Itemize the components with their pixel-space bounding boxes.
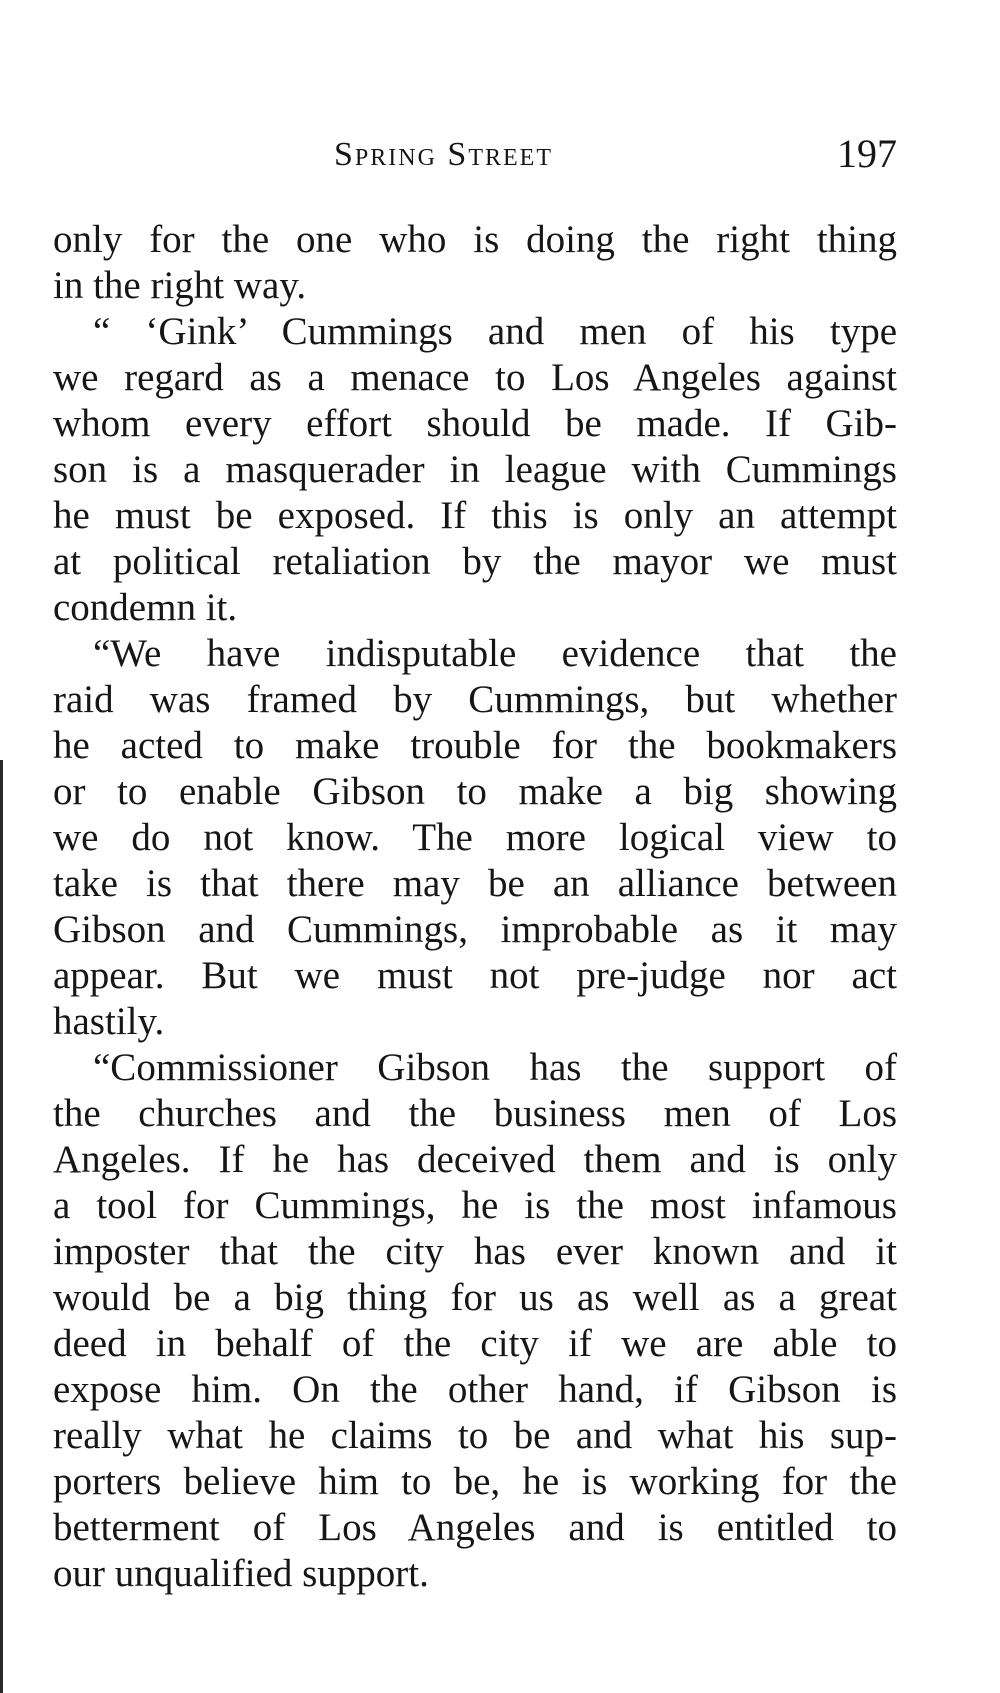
text-line: really what he claims to be and what his sup-	[53, 1414, 897, 1457]
text-line: he acted to make trouble for the bookmakers	[53, 724, 897, 767]
text-line: take is that there may be an alliance between	[53, 862, 897, 905]
text-line: at political retaliation by the mayor we must	[53, 540, 897, 583]
text-line: “We have indisputable evidence that the	[93, 632, 897, 675]
text-line: deed in behalf of the city if we are able to	[53, 1322, 897, 1365]
text-line: son is a masquerader in league with Cummings	[53, 448, 897, 491]
text-line: in the right way.	[53, 264, 307, 307]
text-line: expose him. On the other hand, if Gibson is	[53, 1368, 897, 1411]
text-line: “Commissioner Gibson has the support of	[93, 1046, 897, 1089]
text-line: whom every effort should be made. If Gib-	[53, 402, 897, 445]
text-line: condemn it.	[53, 586, 238, 629]
running-title: Spring Street	[334, 136, 553, 173]
text-line: imposter that the city has ever known and it	[53, 1230, 897, 1273]
text-line: would be a big thing for us as well as a great	[53, 1276, 897, 1319]
text-line: we do not know. The more logical view to	[53, 816, 897, 859]
page-edge-shadow	[0, 760, 3, 1693]
text-line: appear. But we must not pre-judge nor act	[53, 954, 897, 997]
page-number: 197	[837, 131, 897, 176]
text-line: he must be exposed. If this is only an attempt	[53, 494, 897, 537]
text-line: a tool for Cummings, he is the most infamous	[53, 1184, 897, 1227]
text-line: porters believe him to be, he is working for the	[53, 1460, 897, 1503]
text-line: only for the one who is doing the right thing	[53, 218, 897, 261]
text-line: Angeles. If he has deceived them and is only	[53, 1138, 897, 1181]
text-line: we regard as a menace to Los Angeles against	[53, 356, 897, 399]
text-line: or to enable Gibson to make a big showing	[53, 770, 897, 813]
text-line: raid was framed by Cummings, but whether	[53, 678, 897, 721]
page-header	[53, 130, 897, 190]
text-line: our unqualified support.	[53, 1552, 429, 1595]
text-line: betterment of Los Angeles and is entitled to	[53, 1506, 897, 1549]
body-text	[53, 217, 897, 1597]
text-line: the churches and the business men of Los	[53, 1092, 897, 1135]
text-line: hastily.	[53, 1000, 165, 1043]
text-line: Gibson and Cummings, improbable as it may	[53, 908, 897, 951]
text-line: “ ‘Gink’ Cummings and men of his type	[93, 310, 897, 353]
